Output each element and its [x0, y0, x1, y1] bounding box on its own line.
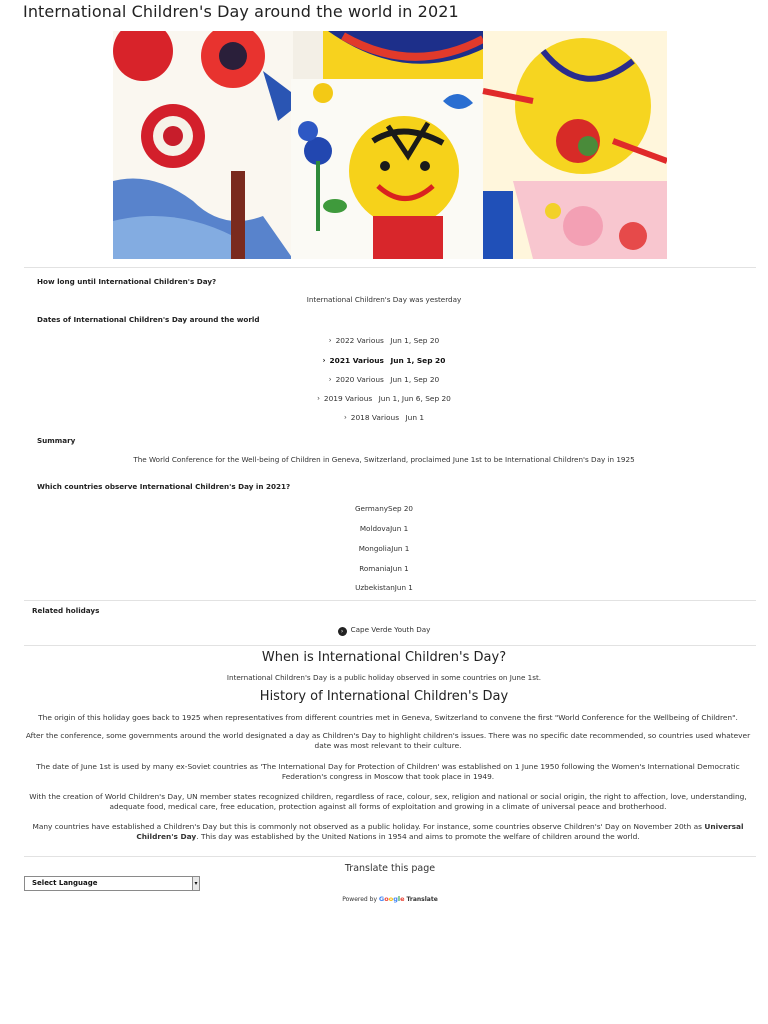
date-values: Jun 1, Sep 20: [390, 375, 440, 384]
date-type: Various: [352, 356, 384, 365]
date-year: 2018: [350, 413, 370, 422]
language-select[interactable]: [24, 876, 200, 891]
google-logo: Google: [378, 895, 405, 903]
hero-image: [113, 31, 667, 259]
history-p5-start: Many countries have established a Children's Day but this is commonly not observed as a public holiday. For instance, some countries observe Children's' Day on November 20th as: [32, 822, 705, 831]
date-type: Various: [345, 394, 373, 403]
chevron-right-icon: ›: [322, 356, 326, 365]
country-date: Jun 1: [390, 524, 409, 533]
country-item[interactable]: [0, 544, 768, 553]
country-item[interactable]: [0, 564, 768, 573]
circle-arrow-right-icon: ›: [338, 627, 347, 636]
summary-heading: Summary: [37, 436, 76, 445]
translate-heading: Translate this page: [344, 863, 436, 874]
history-paragraph-2: After the conference, some governments around the world designated a day as Children's Day to highlight children's issues. There was no specific date recommended, so countries used whatever date was most relevant to their culture.: [25, 731, 751, 750]
country-name: Uzbekistan: [355, 583, 395, 592]
country-date: Jun 1: [390, 564, 409, 573]
page-title: International Children's Day around the world in 2021: [23, 2, 459, 21]
country-name: Mongolia: [358, 544, 392, 553]
chevron-right-icon: ›: [343, 413, 347, 422]
country-name: Romania: [359, 564, 391, 573]
country-item[interactable]: [0, 504, 768, 513]
universal-childrens-day-text: Universal Children's Day: [136, 822, 744, 841]
translate-word: Translate: [406, 896, 438, 903]
country-date: Jun 1: [391, 544, 410, 553]
history-p5-end: . This day was established by the United Nations in 1954 and aims to promote the welfare of children around the world.: [196, 832, 640, 841]
country-name: Germany: [354, 504, 389, 513]
date-row-2018[interactable]: [0, 413, 768, 422]
country-item[interactable]: [0, 583, 768, 592]
country-date: Sep 20: [388, 504, 414, 513]
date-row-2019[interactable]: [0, 394, 768, 403]
related-heading: Related holidays: [32, 606, 100, 615]
divider: [24, 645, 756, 646]
history-paragraph-4: With the creation of World Children's Day, UN member states recognized children, regardless of race, colour, sex, religion and national or social origin, the right to affection, love, understanding, adequate food, medical care, free education, protection against all forms of exploitation and growing in a climate of universal peace and brotherhood.: [29, 792, 747, 811]
history-paragraph-3: The date of June 1st is used by many ex-Soviet countries as 'The International Day for Protection of Children' was established on 1 June 1950 following the Women's International Democratic Federation's congress in Moscow that took place in 1949.: [36, 762, 740, 781]
related-holiday-label: Cape Verde Youth Day: [350, 625, 431, 634]
date-row-2021[interactable]: [0, 356, 768, 365]
countdown-status: International Children's Day was yesterday: [306, 295, 462, 304]
powered-by-google-translate[interactable]: [0, 895, 768, 903]
date-row-2022[interactable]: [0, 336, 768, 345]
language-select-value: Select Language: [32, 879, 98, 887]
when-heading: When is International Children's Day?: [261, 650, 507, 665]
dropdown-arrow-icon[interactable]: ▾: [192, 876, 200, 891]
divider: [24, 856, 756, 857]
powered-by-label: Powered by: [342, 896, 377, 903]
date-type: Various: [371, 413, 400, 422]
country-name: Moldova: [359, 524, 391, 533]
chevron-right-icon: ›: [317, 394, 320, 403]
countries-heading: Which countries observe International Children's Day in 2021?: [37, 482, 291, 491]
divider: [24, 600, 756, 601]
date-type: Various: [356, 375, 384, 384]
history-heading: History of International Children's Day: [259, 689, 509, 704]
dates-heading: Dates of International Children's Day around the world: [37, 315, 260, 324]
childrens-painting-image: [113, 31, 667, 259]
date-year: 2020: [335, 375, 355, 384]
related-holiday-link[interactable]: [0, 625, 768, 636]
date-year: 2022: [335, 336, 355, 345]
country-item[interactable]: [0, 524, 768, 533]
countdown-heading: How long until International Children's Day?: [37, 277, 217, 286]
history-paragraph-5: [22, 822, 754, 842]
date-values: Jun 1, Sep 20: [390, 336, 440, 345]
divider: [24, 267, 756, 268]
date-values: Jun 1: [405, 413, 425, 422]
date-values: Jun 1, Sep 20: [390, 356, 446, 365]
chevron-right-icon: ›: [328, 375, 332, 384]
date-values: Jun 1, Jun 6, Sep 20: [378, 394, 451, 403]
country-date: Jun 1: [394, 583, 413, 592]
chevron-right-icon: ›: [328, 336, 332, 345]
date-year: 2019: [323, 394, 343, 403]
date-type: Various: [356, 336, 384, 345]
when-text: International Children's Day is a public holiday observed in some countries on June 1st.: [226, 673, 542, 682]
history-paragraph-1: The origin of this holiday goes back to 1925 when representatives from different countries met in Geneva, Switzerland to convene the first "World Conference for the Wellbeing of Children".: [38, 713, 738, 722]
summary-text: The World Conference for the Well-being of Children in Geneva, Switzerland, proclaimed June 1st to be International Children's Day in 1925: [133, 455, 635, 464]
date-row-2020[interactable]: [0, 375, 768, 384]
date-year: 2021: [329, 356, 351, 365]
